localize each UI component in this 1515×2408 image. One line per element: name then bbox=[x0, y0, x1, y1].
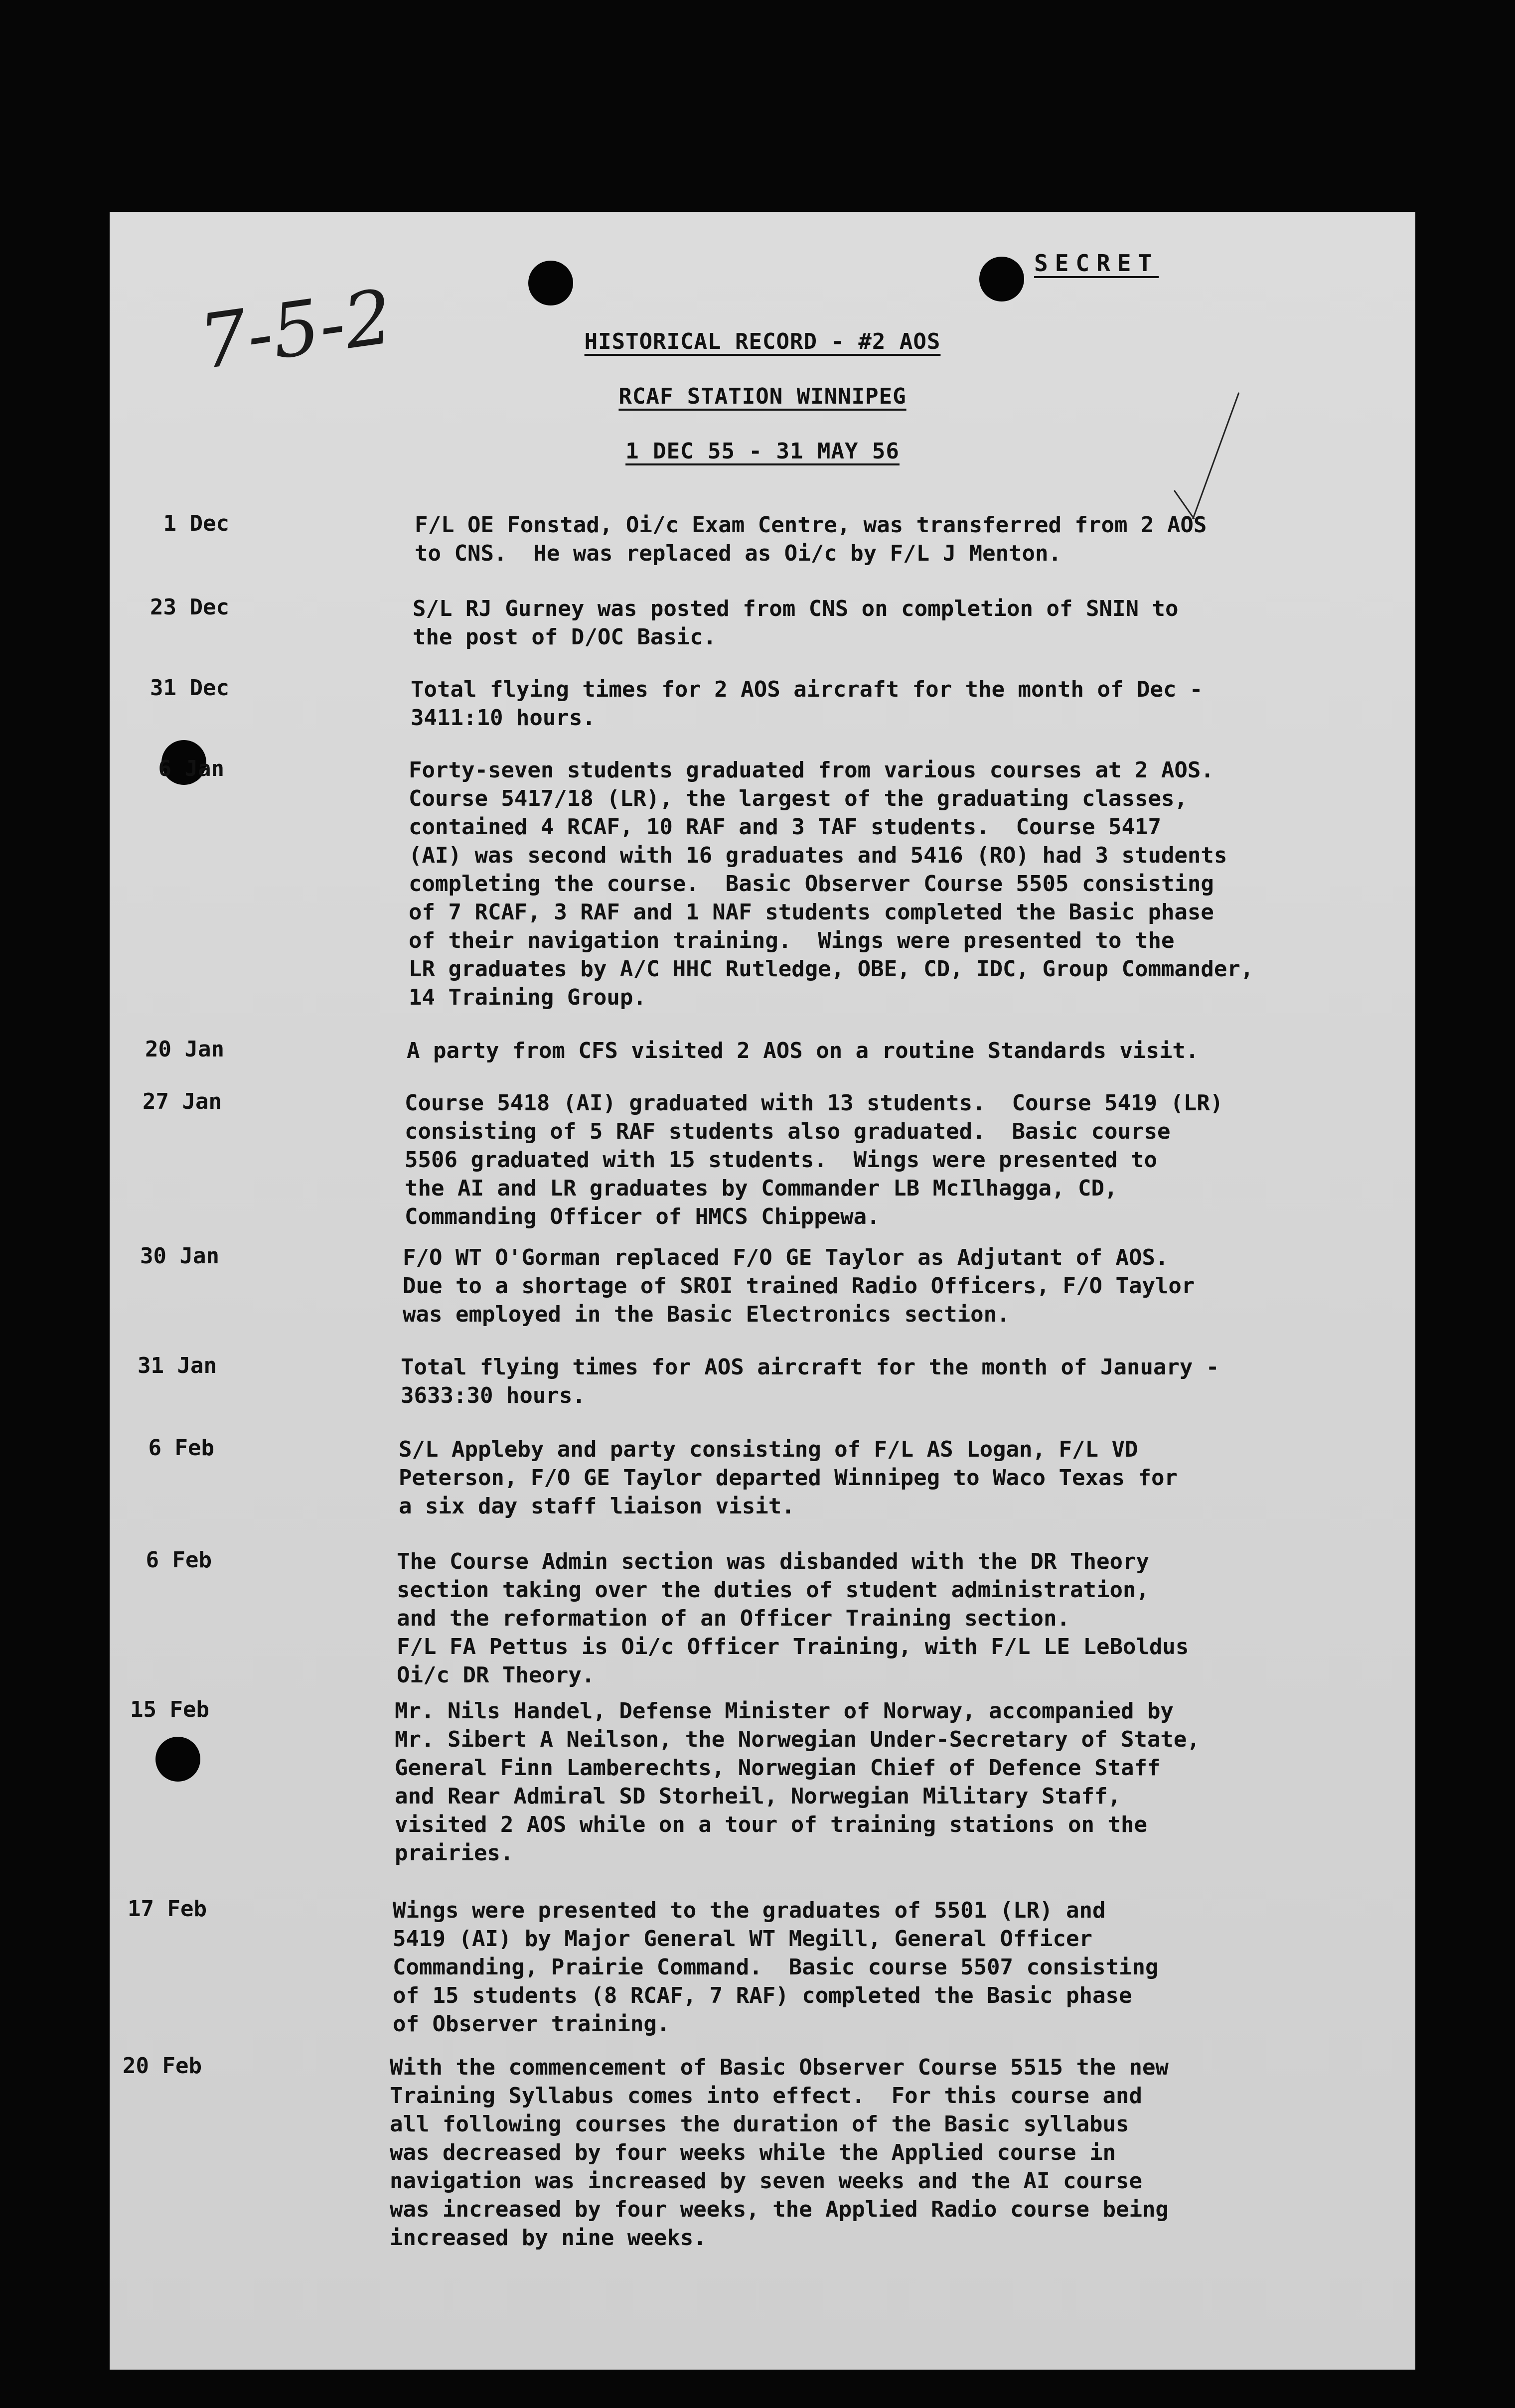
entry-text-line: contained 4 RCAF, 10 RAF and 3 TAF students. Course 5417 bbox=[409, 814, 1161, 840]
entry-text-line: 14 Training Group. bbox=[409, 985, 646, 1010]
punch-hole bbox=[155, 1737, 200, 1782]
entry-text-line: 5419 (AI) by Major General WT Megill, General Officer bbox=[393, 1926, 1092, 1952]
entry-text-line: F/L OE Fonstad, Oi/c Exam Centre, was transferred from 2 AOS bbox=[415, 512, 1207, 538]
entry-date: 17 Feb bbox=[128, 1896, 207, 1922]
entry-text-line: 3411:10 hours. bbox=[411, 705, 596, 731]
entry-text-line: Commanding Officer of HMCS Chippewa. bbox=[405, 1204, 880, 1229]
entry-text-line: Mr. Nils Handel, Defense Minister of Norway, accompanied by bbox=[395, 1698, 1174, 1724]
entry-date: 15 Feb bbox=[130, 1697, 209, 1722]
entry-text-line: 3633:30 hours. bbox=[401, 1383, 586, 1408]
document-page bbox=[110, 212, 1415, 2370]
entry-text-line: LR graduates by A/C HHC Rutledge, OBE, CD, IDC, Group Commander, bbox=[409, 956, 1254, 982]
entry-text-line: to CNS. He was replaced as Oi/c by F/L J Menton. bbox=[415, 541, 1062, 566]
entry-text-line: Wings were presented to the graduates of 5501 (LR) and bbox=[393, 1898, 1106, 1923]
record-title: HISTORICAL RECORD - #2 AOS bbox=[584, 329, 941, 354]
entry-date: 27 Jan bbox=[143, 1089, 222, 1114]
classification-label: SECRET bbox=[1034, 250, 1159, 277]
entry-date: 20 Jan bbox=[145, 1037, 224, 1062]
entry-text-line: the AI and LR graduates by Commander LB McIlhagga, CD, bbox=[405, 1176, 1118, 1201]
entry-text-line: Oi/c DR Theory. bbox=[397, 1662, 595, 1688]
entry-text-line: completing the course. Basic Observer Course 5505 consisting bbox=[409, 871, 1214, 897]
record-period: 1 DEC 55 - 31 MAY 56 bbox=[625, 439, 900, 464]
entry-text-line: the post of D/OC Basic. bbox=[413, 624, 717, 650]
entry-date: 6 Jan bbox=[158, 756, 224, 781]
entry-text-line: F/O WT O'Gorman replaced F/O GE Taylor as Adjutant of AOS. bbox=[403, 1245, 1169, 1270]
entry-text-line: was employed in the Basic Electronics section. bbox=[403, 1302, 1010, 1327]
entry-text-line: Forty-seven students graduated from various courses at 2 AOS. bbox=[409, 757, 1214, 783]
entry-date: 23 Dec bbox=[150, 595, 229, 620]
entry-text-line: and the reformation of an Officer Training section. bbox=[397, 1606, 1070, 1631]
entry-text-line: of 7 RCAF, 3 RAF and 1 NAF students completed the Basic phase bbox=[409, 900, 1214, 925]
entry-text-line: prairies. bbox=[395, 1840, 514, 1866]
entry-text-line: Peterson, F/O GE Taylor departed Winnipeg to Waco Texas for bbox=[399, 1465, 1178, 1491]
entry-text-line: Course 5417/18 (LR), the largest of the graduating classes, bbox=[409, 786, 1188, 811]
entry-text-line: was decreased by four weeks while the Applied course in bbox=[390, 2140, 1116, 2165]
entry-text-line: With the commencement of Basic Observer Course 5515 the new bbox=[390, 2055, 1169, 2080]
entry-date: 31 Dec bbox=[150, 675, 229, 701]
station-name: RCAF STATION WINNIPEG bbox=[618, 384, 907, 409]
entry-text-line: (AI) was second with 16 graduates and 5416 (RO) had 3 students bbox=[409, 843, 1227, 868]
entry-date: 30 Jan bbox=[140, 1243, 219, 1269]
entry-text-line: Training Syllabus comes into effect. For this course and bbox=[390, 2083, 1142, 2108]
entry-text-line: Total flying times for AOS aircraft for the month of January - bbox=[401, 1354, 1219, 1380]
entry-text-line: of Observer training. bbox=[393, 2011, 670, 2037]
punch-hole bbox=[979, 257, 1024, 301]
entry-text-line: all following courses the duration of the Basic syllabus bbox=[390, 2111, 1129, 2137]
entry-date: 1 Dec bbox=[163, 511, 229, 536]
entry-text-line: Commanding, Prairie Command. Basic course 5507 consisting bbox=[393, 1955, 1159, 1980]
handwritten-reference: 7-5-2 bbox=[194, 273, 398, 387]
entry-text-line: S/L RJ Gurney was posted from CNS on completion of SNIN to bbox=[413, 596, 1179, 621]
entry-text-line: General Finn Lamberechts, Norwegian Chief of Defence Staff bbox=[395, 1755, 1161, 1781]
entry-text-line: 5506 graduated with 15 students. Wings were presented to bbox=[405, 1147, 1157, 1173]
entry-text-line: The Course Admin section was disbanded with the DR Theory bbox=[397, 1549, 1149, 1574]
entry-date: 20 Feb bbox=[123, 2053, 202, 2079]
entry-text-line: consisting of 5 RAF students also graduated. Basic course bbox=[405, 1119, 1171, 1144]
entry-text-line: Due to a shortage of SROI trained Radio Officers, F/O Taylor bbox=[403, 1273, 1195, 1299]
punch-hole bbox=[528, 261, 573, 305]
entry-text-line: of their navigation training. Wings were presented to the bbox=[409, 928, 1175, 953]
entry-text-line: Total flying times for 2 AOS aircraft for the month of Dec - bbox=[411, 677, 1203, 702]
entry-date: 6 Feb bbox=[146, 1547, 212, 1573]
entry-text-line: F/L FA Pettus is Oi/c Officer Training, with F/L LE LeBoldus bbox=[397, 1634, 1189, 1659]
entry-date: 31 Jan bbox=[138, 1353, 217, 1378]
entry-text-line: Mr. Sibert A Neilson, the Norwegian Under-Secretary of State, bbox=[395, 1727, 1200, 1752]
entry-date: 6 Feb bbox=[148, 1435, 214, 1461]
entry-text-line: of 15 students (8 RCAF, 7 RAF) completed the Basic phase bbox=[393, 1983, 1132, 2008]
entry-text-line: Course 5418 (AI) graduated with 13 students. Course 5419 (LR) bbox=[405, 1090, 1223, 1116]
entry-text-line: increased by nine weeks. bbox=[390, 2225, 707, 2251]
entry-text-line: and Rear Admiral SD Storheil, Norwegian Military Staff, bbox=[395, 1784, 1121, 1809]
entry-text-line: navigation was increased by seven weeks and the AI course bbox=[390, 2168, 1142, 2194]
entry-text-line: a six day staff liaison visit. bbox=[399, 1494, 795, 1519]
entry-text-line: S/L Appleby and party consisting of F/L AS Logan, F/L VD bbox=[399, 1437, 1138, 1462]
entry-text-line: visited 2 AOS while on a tour of training stations on the bbox=[395, 1812, 1147, 1837]
entry-text-line: section taking over the duties of student administration, bbox=[397, 1577, 1149, 1603]
entry-text-line: A party from CFS visited 2 AOS on a routine Standards visit. bbox=[407, 1038, 1199, 1063]
entry-text-line: was increased by four weeks, the Applied Radio course being bbox=[390, 2197, 1169, 2222]
